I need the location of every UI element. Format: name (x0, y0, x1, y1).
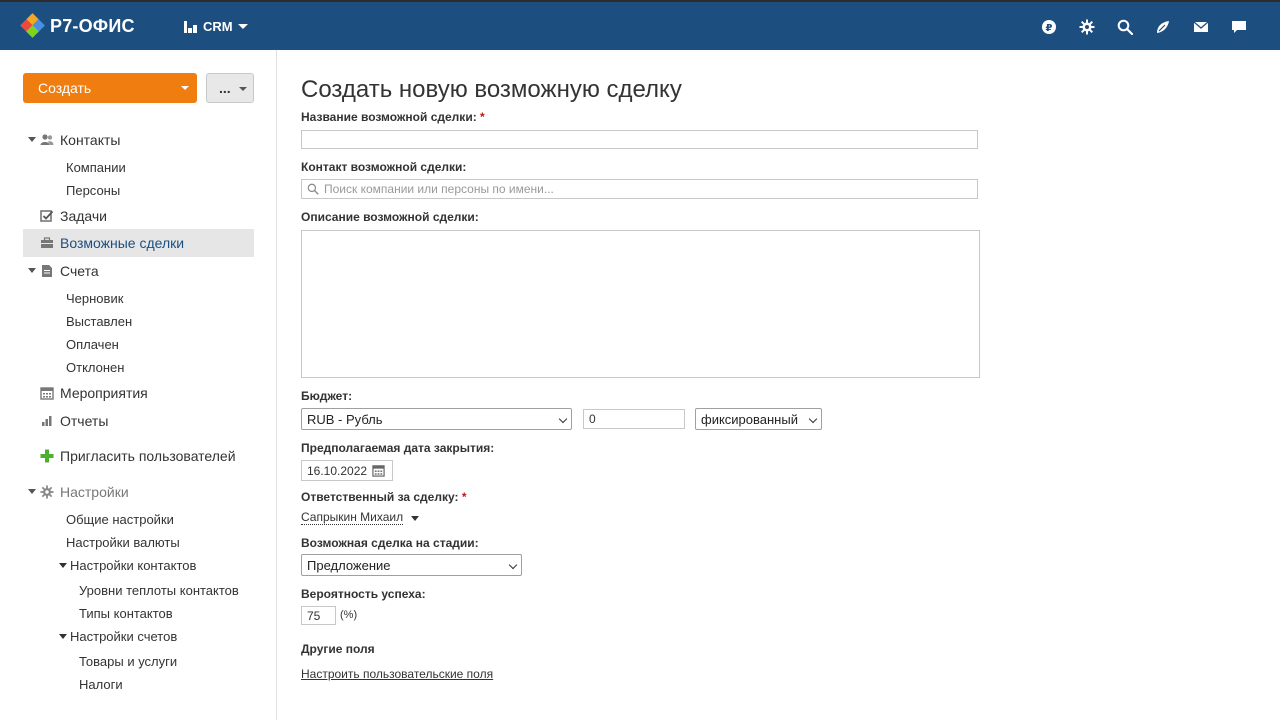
sidebar-item-contact-temperature[interactable]: Уровни теплоты контактов (79, 583, 239, 598)
sidebar-item-contact-settings[interactable] (59, 558, 196, 573)
logo-text: Р7-ОФИС (50, 15, 135, 36)
logo[interactable] (22, 15, 135, 37)
budget-type-select[interactable] (695, 408, 822, 430)
sidebar-item-draft[interactable]: Черновик (66, 291, 124, 306)
sidebar-item-issued[interactable]: Выставлен (66, 314, 133, 329)
search-icon[interactable] (1106, 17, 1144, 37)
gear-icon[interactable] (1068, 17, 1106, 37)
module-label: CRM (203, 19, 233, 34)
sidebar-item-invoices[interactable] (23, 257, 254, 285)
more-actions-button[interactable] (206, 73, 254, 103)
page-title: Создать новую возможную сделку (301, 76, 682, 103)
expand-triangle-icon[interactable] (59, 634, 67, 639)
required-mark: * (461, 490, 467, 504)
chevron-down-icon (809, 415, 817, 423)
sidebar-item-rejected[interactable]: Отклонен (66, 360, 125, 375)
sidebar-item-label: Возможные сделки (60, 235, 185, 251)
svg-text:₽: ₽ (1045, 23, 1053, 34)
sidebar-item-general-settings[interactable]: Общие настройки (66, 512, 174, 527)
chat-icon[interactable] (1220, 17, 1258, 37)
sidebar-item-tasks[interactable] (23, 202, 254, 230)
chevron-down-icon (239, 87, 247, 91)
sidebar-item-currency-settings[interactable]: Настройки валюты (66, 535, 180, 550)
chevron-down-icon (238, 24, 248, 29)
sidebar-item-label: Настройки (60, 484, 129, 500)
briefcase-icon (40, 236, 54, 250)
sidebar-item-taxes[interactable]: Налоги (79, 677, 123, 692)
sidebar-item-settings[interactable] (23, 478, 254, 506)
sidebar-item-persons[interactable]: Персоны (66, 183, 121, 198)
probability-input[interactable]: 75 (301, 606, 336, 625)
responsible-user-selector[interactable] (301, 510, 419, 525)
more-actions-label: ... (219, 80, 231, 96)
sidebar-item-invoice-settings[interactable] (59, 629, 177, 644)
sidebar-item-companies[interactable]: Компании (66, 160, 126, 175)
close-date-input[interactable] (301, 460, 393, 481)
sidebar-item-events[interactable] (23, 379, 254, 407)
chart-icon (184, 21, 197, 33)
search-icon (307, 183, 319, 195)
contact-search-input[interactable] (301, 179, 978, 199)
sidebar-item-label: Отчеты (60, 413, 109, 429)
required-mark: * (480, 110, 485, 124)
gear-icon (40, 485, 54, 499)
currency-select-value: RUB - Рубль (307, 411, 383, 427)
sidebar-item-label: Счета (60, 263, 99, 279)
sidebar-item-contacts[interactable] (23, 126, 254, 154)
sidebar-item-label: Настройки счетов (70, 629, 178, 644)
chevron-down-icon (509, 561, 517, 569)
sidebar-item-paid[interactable]: Оплачен (66, 337, 119, 352)
budget-type-value: фиксированный (701, 411, 798, 427)
invoice-icon (40, 264, 54, 278)
budget-label: Бюджет: (301, 389, 353, 403)
sidebar-item-products-services[interactable]: Товары и услуги (79, 654, 178, 669)
chevron-down-icon (411, 516, 419, 521)
sidebar-item-label: Настройки контактов (70, 558, 197, 573)
expand-triangle-icon[interactable] (28, 137, 36, 142)
sidebar-item-label: Задачи (60, 208, 108, 224)
budget-amount-input[interactable]: 0 (583, 409, 685, 429)
feed-icon[interactable] (1144, 17, 1182, 37)
expand-triangle-icon[interactable] (59, 563, 67, 568)
sidebar-item-label: Контакты (60, 132, 121, 148)
chevron-down-icon (559, 415, 567, 423)
ruble-icon[interactable] (1030, 17, 1068, 37)
top-bar (0, 0, 1280, 50)
deal-name-label: Название возможной сделки: * (301, 110, 485, 124)
mail-icon[interactable] (1182, 17, 1220, 37)
users-icon (40, 133, 54, 147)
stage-select[interactable] (301, 554, 522, 576)
module-switcher[interactable] (184, 19, 248, 34)
plus-icon (40, 449, 54, 463)
logo-mark-icon (22, 15, 44, 37)
custom-fields-link[interactable]: Настроить пользовательские поля (301, 667, 494, 681)
sidebar-item-invite-users[interactable] (23, 442, 254, 470)
sidebar-item-deals[interactable] (23, 229, 254, 257)
sidebar-item-label: Пригласить пользователей (60, 448, 236, 464)
contact-search-placeholder: Поиск компании или персоны по имени... (324, 182, 554, 196)
deal-name-input[interactable] (301, 130, 978, 149)
probability-unit: (%) (340, 609, 358, 621)
stage-select-value: Предложение (307, 557, 391, 573)
responsible-label: Ответственный за сделку: * (301, 490, 467, 504)
deal-description-label: Описание возможной сделки: (301, 210, 479, 224)
sidebar-item-reports[interactable] (23, 407, 254, 435)
create-button-label: Создать (38, 80, 92, 96)
expand-triangle-icon[interactable] (28, 268, 36, 273)
calendar-icon (40, 386, 54, 400)
sidebar-item-label: Мероприятия (60, 385, 148, 401)
deal-contact-label: Контакт возможной сделки: (301, 160, 467, 174)
expand-triangle-icon[interactable] (28, 489, 36, 494)
close-date-label: Предполагаемая дата закрытия: (301, 441, 495, 455)
close-date-value: 16.10.2022 (307, 463, 368, 478)
probability-label: Вероятность успеха: (301, 587, 426, 601)
currency-select[interactable] (301, 408, 572, 430)
create-button[interactable] (23, 73, 197, 103)
task-checkbox-icon (40, 209, 54, 223)
sidebar-item-contact-types[interactable]: Типы контактов (79, 606, 173, 621)
other-fields-heading: Другие поля (301, 642, 375, 656)
bar-chart-icon (40, 414, 54, 428)
chevron-down-icon (181, 86, 189, 90)
deal-description-textarea[interactable] (301, 230, 980, 378)
responsible-user-name: Сапрыкин Михаил (301, 510, 404, 524)
calendar-icon[interactable] (372, 464, 385, 477)
stage-label: Возможная сделка на стадии: (301, 536, 479, 550)
